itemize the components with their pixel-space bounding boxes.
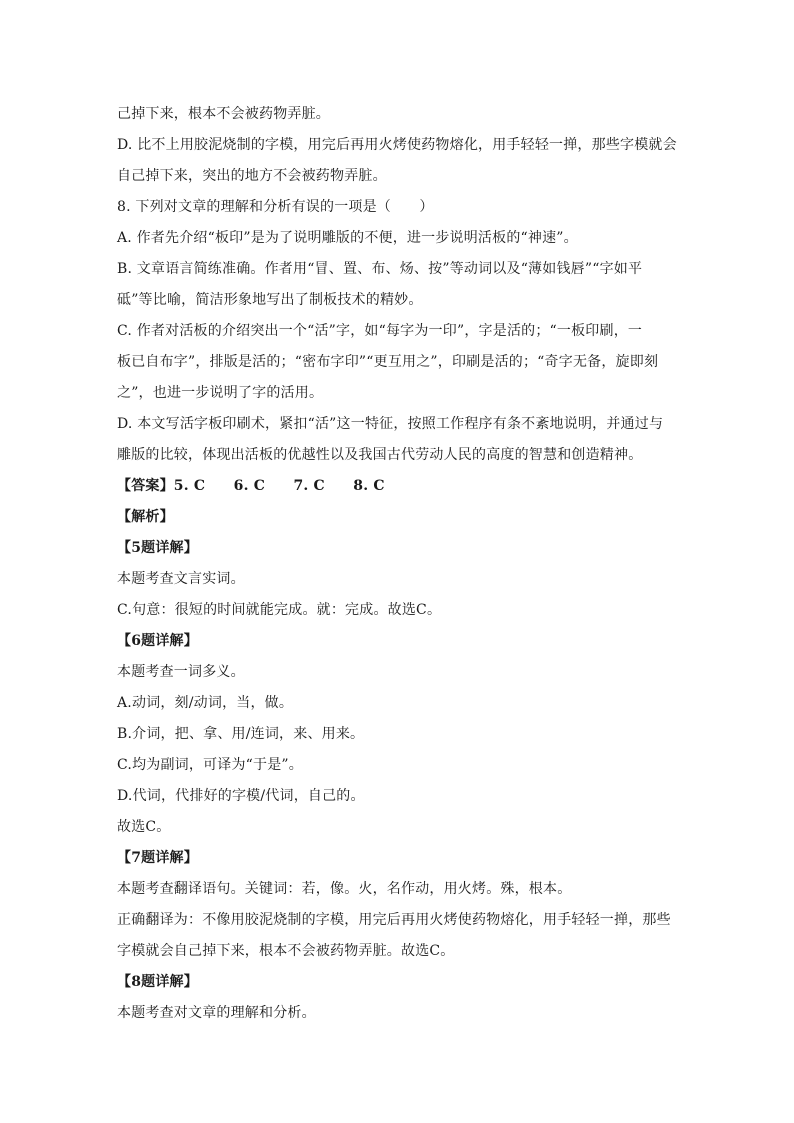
text-line: 本题考查文言实词。	[117, 571, 245, 587]
text-line: 正确翻译为：不像用胶泥烧制的字模，用完后再用火烤使药物熔化，用手轻轻一掸，那些	[117, 912, 671, 928]
text-line: 雕版的比较，体现出活板的优越性以及我国古代劳动人民的高度的智慧和创造精神。	[117, 447, 643, 463]
text-line: 8. 下列对文章的理解和分析有误的一项是（ ）	[117, 199, 434, 215]
section-heading: 【8题详解】	[117, 974, 198, 990]
section-heading: 【6题详解】	[117, 633, 198, 649]
section-heading: 【答案】5. C 6. C 7. C 8. C	[117, 478, 385, 494]
text-line: A. 作者先介绍“板印”是为了说明雕版的不便，进一步说明活板的“神速”。	[117, 230, 578, 246]
text-line: 之”，也进一步说明了字的活用。	[117, 385, 324, 401]
text-line: 自己掉下来，突出的地方不会被药物弄脏。	[117, 168, 387, 184]
text-line: A.动词，刻/动词，当，做。	[117, 695, 294, 711]
text-line: 本题考查翻译语句。关键词：若，像。火，名作动，用火烤。殊，根本。	[117, 881, 572, 897]
text-line: 本题考查对文章的理解和分析。	[117, 1005, 316, 1021]
text-line: C.均为副词，可译为“于是”。	[117, 757, 303, 773]
text-line: C. 作者对活板的介绍突出一个“活”字，如“每字为一印”，字是活的；“一板印刷，一	[117, 323, 643, 339]
text-line: D. 本文写活字板印刷术，紧扣“活”这一特征，按照工作程序有条不紊地说明，并通过与	[117, 416, 664, 432]
text-line: 字模就会自己掉下来，根本不会被药物弄脏。故选C。	[117, 943, 455, 959]
text-line: D. 比不上用胶泥烧制的字模，用完后再用火烤使药物熔化，用手轻轻一掸，那些字模就会	[117, 137, 677, 153]
text-line: 己掉下来，根本不会被药物弄脏。	[117, 106, 330, 122]
text-line: 板已自布字”，排版是活的；“密布字印”“更互用之”，印刷是活的；“奇字无备，旋即刻	[117, 354, 659, 370]
section-heading: 【5题详解】	[117, 540, 198, 556]
section-heading: 【7题详解】	[117, 850, 198, 866]
text-line: 砥”等比喻，简洁形象地写出了制板技术的精妙。	[117, 292, 423, 308]
document-page	[117, 99, 677, 1029]
text-line: D.代词，代排好的字模/代词，自己的。	[117, 788, 365, 804]
text-line: B. 文章语言简练准确。作者用“冒、置、布、炀、按”等动词以及“薄如钱唇”“字如平	[117, 261, 643, 277]
text-line: 本题考查一词多义。	[117, 664, 245, 680]
text-line: 故选C。	[117, 819, 171, 835]
section-heading: 【解析】	[117, 509, 174, 525]
text-line: B.介词，把、拿、用/连词，来、用来。	[117, 726, 365, 742]
text-line: C.句意：很短的时间就能完成。就：完成。故选C。	[117, 602, 442, 618]
